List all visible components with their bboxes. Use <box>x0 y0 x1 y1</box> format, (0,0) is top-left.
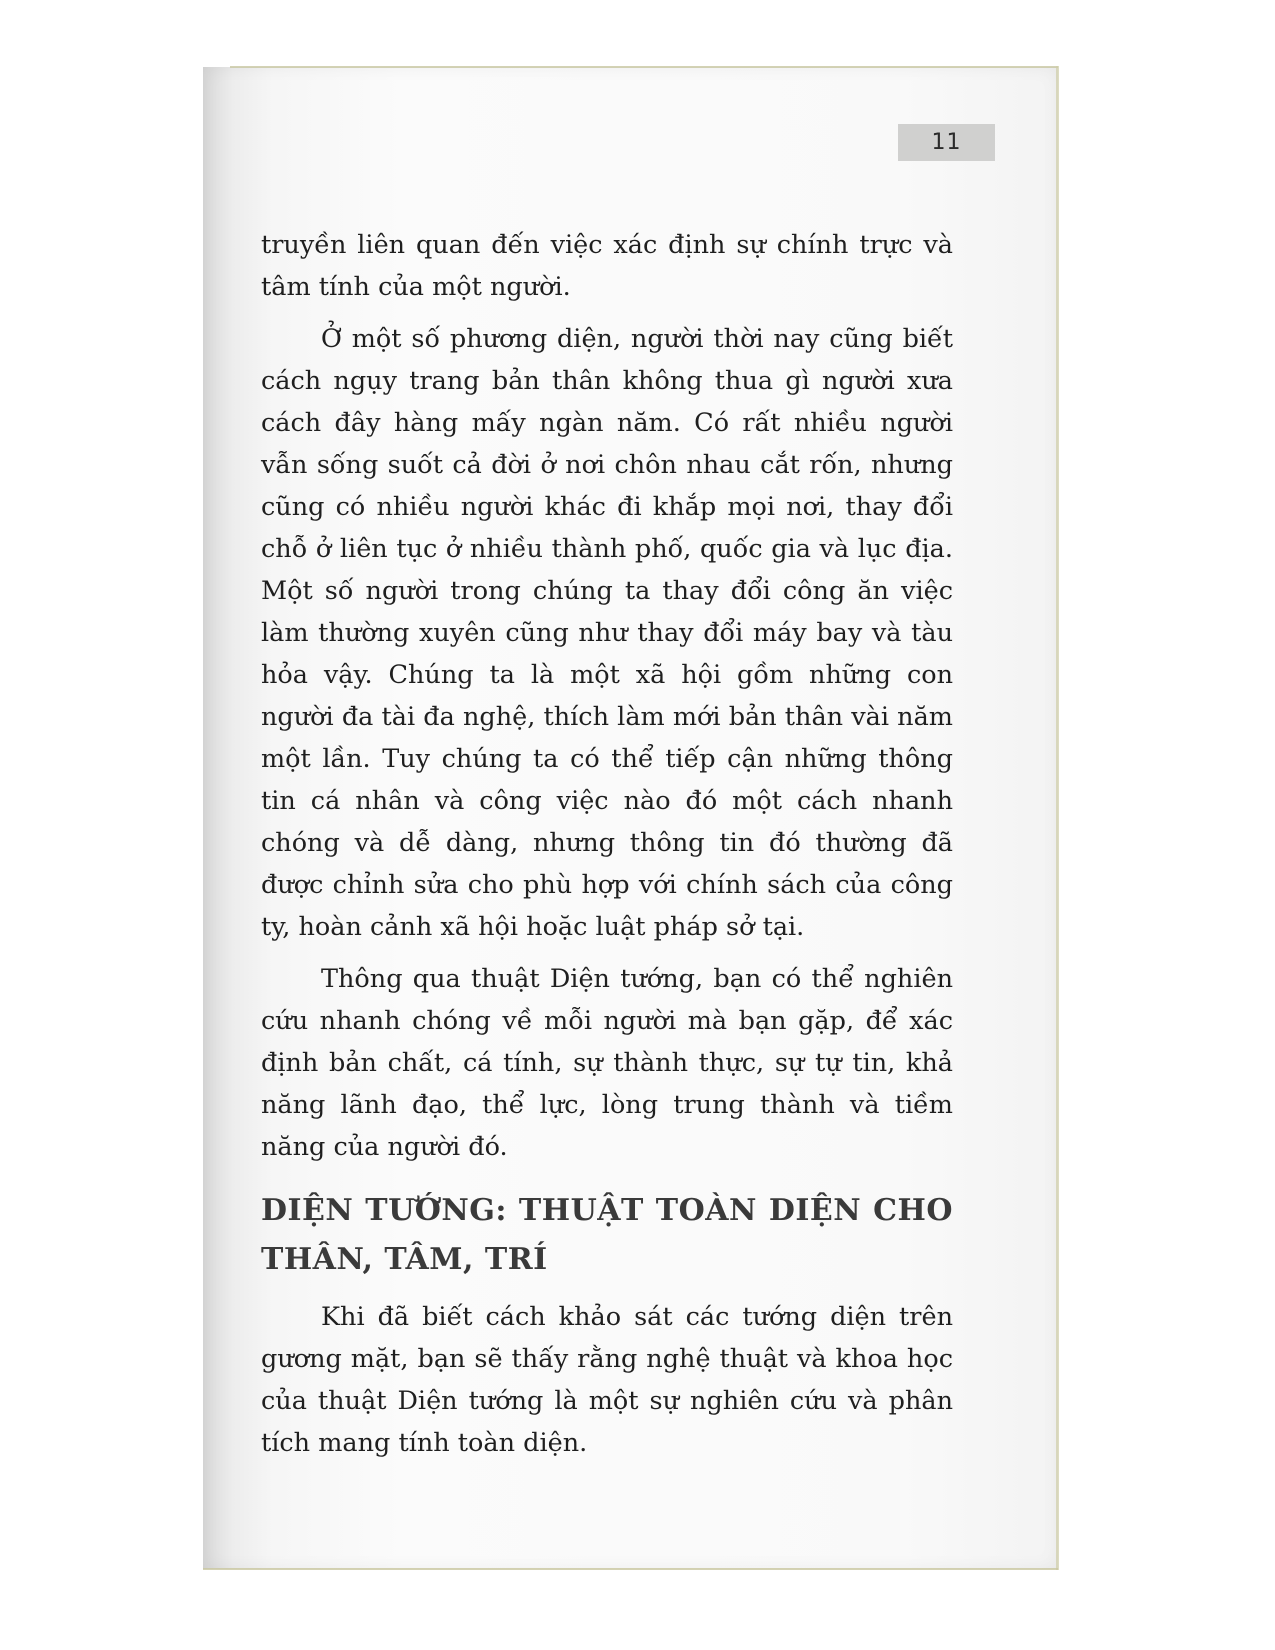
paragraph: Thông qua thuật Diện tướng, bạn có thể nghiên cứu nhanh chóng về mỗi người mà bạn gặp, để xác định bản chất, cá tính, sự thành thực, sự tự tin, khả năng lãnh đạo, thể lực, lòng trung thành và tiềm năng của người đó. <box>261 964 953 1162</box>
paragraph: Ở một số phương diện, người thời nay cũng biết cách ngụy trang bản thân không thua gì người xưa cách đây hàng mấy ngàn năm. Có rất nhiều người vẫn sống suốt cả đời ở nơi chôn nhau cắt rốn, nhưng cũng có nhiều người khác đi khắp mọi nơi, thay đổi chỗ ở liên tục ở nhiều thành phố, quốc gia và lục địa. Một số người trong chúng ta thay đổi công ăn việc làm thường xuyên cũng như thay đổi máy bay và tàu hỏa vậy. Chúng ta là một xã hội gồm những con người đa tài đa nghệ, thích làm mới bản thân vài năm một lần. Tuy chúng ta có thể tiếp cận những thông tin cá nhân và công việc nào đó một cách nhanh chóng và dễ dàng, nhưng thông tin đó thường đã được chỉnh sửa cho phù hợp với chính sách của công ty, hoàn cảnh xã hội hoặc luật pháp sở tại. <box>261 324 953 942</box>
paragraph: Khi đã biết cách khảo sát các tướng diện trên gương mặt, bạn sẽ thấy rằng nghệ thuật và khoa học của thuật Diện tướng là một sự nghiên cứu và phân tích mang tính toàn diện. <box>261 1302 953 1458</box>
paragraph-continuation: truyền liên quan đến việc xác định sự chính trực và tâm tính của một người. <box>261 230 953 302</box>
page-edge-bottom <box>203 1568 1058 1570</box>
book-page <box>203 67 1058 1569</box>
section-heading: DIỆN TƯỚNG: THUẬT TOÀN DIỆN CHO THÂN, TÂM, TRÍ <box>261 1193 953 1277</box>
page-number: 11 <box>898 124 995 161</box>
body-text <box>261 224 953 1464</box>
page-edge-right <box>1056 66 1059 1570</box>
page-edge-top <box>230 66 1058 68</box>
